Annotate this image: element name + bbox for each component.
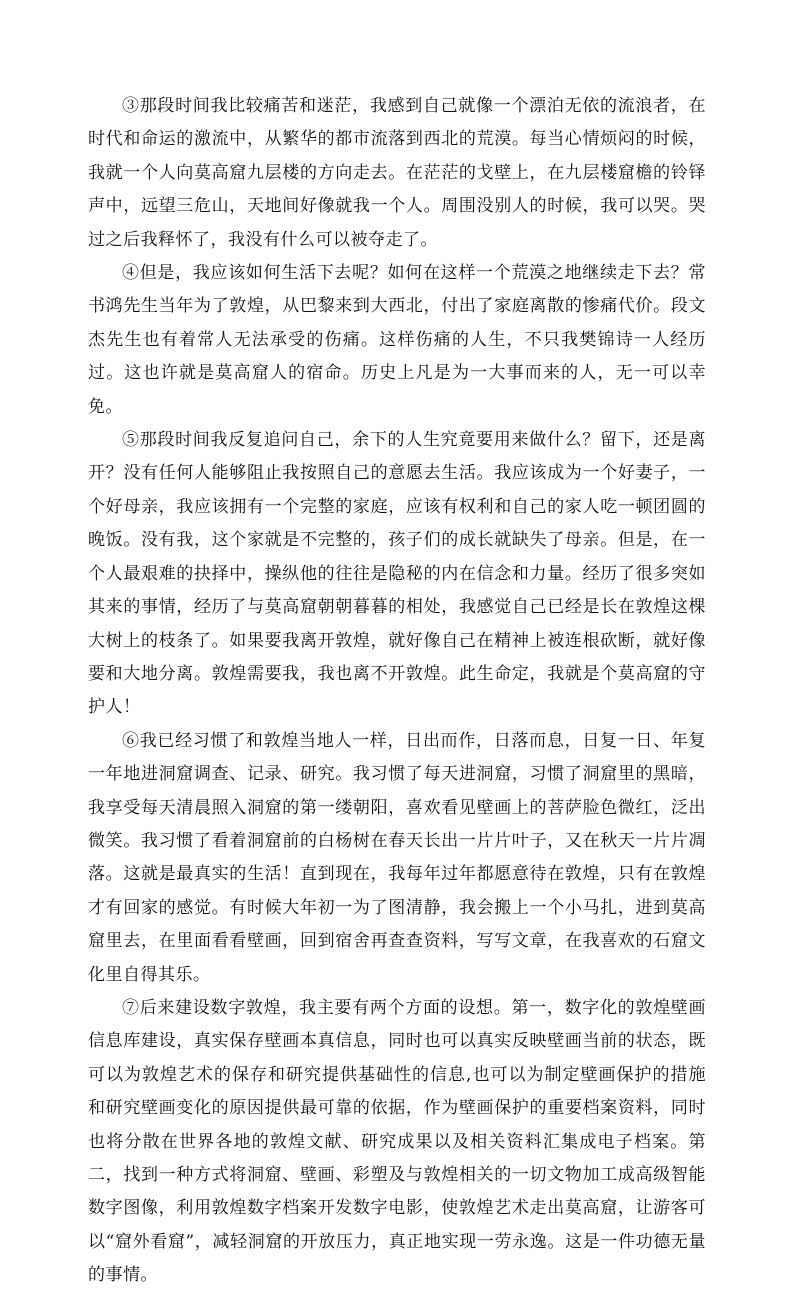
- paragraph-3: ③那段时间我比较痛苦和迷茫，我感到自己就像一个漂泊无依的流浪者，在时代和命运的激流中，从繁华的都市流落到西北的荒漠。每当心情烦闷的时候，我就一个人向莫高窟九层楼的方向走去。在茫茫的戈壁上，在九层楼窟檐的铃铎声中，远望三危山，天地间好像就我一个人。周围没别人的时候，我可以哭。哭过之后我释怀了，我没有什么可以被夺走了。: [88, 96, 706, 250]
- paragraph-4: ④但是，我应该如何生活下去呢？如何在这样一个荒漠之地继续走下去？常书鸿先生当年为了敦煌，从巴黎来到大西北，付出了家庭离散的惨痛代价。段文杰先生也有着常人无法承受的伤痛。这样伤痛的人生，不只我樊锦诗一人经历过。这也许就是莫高窟人的宿命。历史上凡是为一大事而来的人，无一可以幸免。: [88, 263, 706, 417]
- paragraph-7: ⑦后来建设数字敦煌，我主要有两个方面的设想。第一，数字化的敦煌壁画信息库建设，真实保存壁画本真信息，同时也可以真实反映壁画当前的状态，既可以为敦煌艺术的保存和研究提供基础性的信息,也可以为制定壁画保护的措施和研究壁画变化的原因提供最可靠的依据，作为壁画保护的重要档案资料，同时也将分散在世界各地的敦煌文献、研究成果以及相关资料汇集成电子档案。第二，找到一种方式将洞窟、壁画、彩塑及与敦煌相关的一切文物加工成高级智能数字图像，利用敦煌数字档案开发数字电影，使敦煌艺术走出莫高窟，让游客可以“窟外看窟”，减轻洞窟的开放压力，真正地实现一劳永逸。这是一件功德无量的事情。: [88, 997, 706, 1286]
- article-body: [88, 90, 706, 1293]
- paragraph-5: ⑤那段时间我反复追问自己，余下的人生究竟要用来做什么？留下，还是离开？没有任何人能够阻止我按照自己的意愿去生活。我应该成为一个好妻子，一个好母亲，我应该拥有一个完整的家庭，应该有权利和自己的家人吃一顿团圆的晚饭。没有我，这个家就是不完整的，孩子们的成长就缺失了母亲。但是，在一个人最艰难的抉择中，操纵他的往往是隐秘的内在信念和力量。经历了很多突如其来的事情，经历了与莫高窟朝朝暮暮的相处，我感觉自己已经是长在敦煌这棵大树上的枝条了。如果要我离开敦煌，就好像自己在精神上被连根砍断，就好像要和大地分离。敦煌需要我，我也离不开敦煌。此生命定，我就是个莫高窟的守护人！: [88, 430, 706, 718]
- paragraph-6: ⑥我已经习惯了和敦煌当地人一样，日出而作，日落而息，日复一日、年复一年地进洞窟调查、记录、研究。我习惯了每天进洞窟，习惯了洞窟里的黑暗，我享受每天清晨照入洞窟的第一缕朝阳，喜欢看见壁画上的菩萨脸色微红，泛出微笑。我习惯了看着洞窟前的白杨树在春天长出一片片叶子，又在秋天一片片凋落。这就是最真实的生活！直到现在，我每年过年都愿意待在敦煌，只有在敦煌才有回家的感觉。有时候大年初一为了图清静，我会搬上一个小马扎，进到莫高窟里去，在里面看看壁画，回到宿舍再查查资料，写写文章，在我喜欢的石窟文化里自得其乐。: [88, 730, 706, 985]
